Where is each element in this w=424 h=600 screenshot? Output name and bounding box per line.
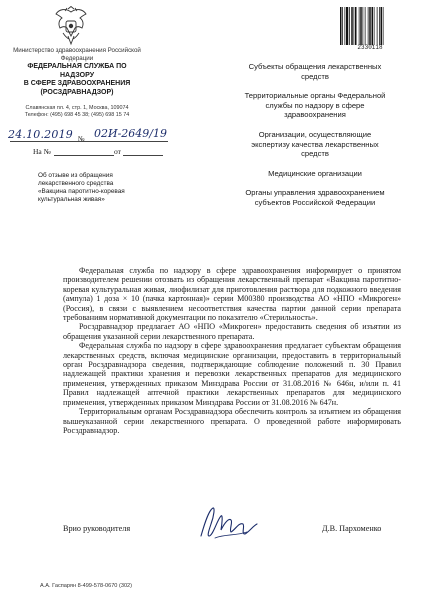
paragraph: Федеральная служба по надзору в сфере здравоохранения предлагает субъектам обращения лекарственных средств, включая медицинские организации, предоставить в территориальный орган Росздравнадзора сведения, подтверждающие соблюдение положений п. 30 Правил надлежащей практики хранения и перевозки лекарственных препаратов для медицинского применения, утвержденных приказом Минздрава России от 31.08.2016 № 646н, и/или п. 41 Правил надлежащей аптечной практики лекарственных препаратов для медицинского применения, утвержденных приказом Минздрава России от 31.08.2016 № 647н.: [63, 341, 401, 407]
barcode-bar: [377, 7, 378, 45]
barcode-bar: [363, 7, 364, 45]
barcode: [339, 6, 401, 46]
executor-info: А.А. Гаспарян 8-499-578-0670 (302): [40, 583, 133, 589]
paragraph: Федеральная служба по надзору в сфере здравоохранения информирует о принятом производителем решении отозвать из обращения лекарственный препарат «Вакцина паротитно-коревая культуральная живая, лиофилизат для приготовления раствора для подкожного введения (ампула) 1 доза × 10 (пачка картонная)» серии М00380 производства АО «НПО «Микроген» (Россия), в связи с выявлением несоответствия качества партии данной серии препарата требованиям нормативной документации по показателю «Стерильность».: [63, 266, 401, 323]
barcode-bar: [340, 7, 342, 45]
recipient: Органы управления здравоохранением субъектов Российской Федерации: [245, 188, 385, 207]
signer-name: Д.В. Пархоменко: [322, 524, 382, 533]
recipient: Медицинские организации: [268, 168, 362, 178]
service-name: ФЕДЕРАЛЬНАЯ СЛУЖБА ПО НАДЗОРУ В СФЕРЕ ЗДРАВООХРАНЕНИЯ (РОСЗДРАВНАДЗОР): [23, 63, 131, 96]
letter-body: [63, 266, 401, 435]
recipient: Территориальные органы Федеральной службы по надзору в сфере здравоохранения: [244, 91, 386, 120]
barcode-bar: [379, 7, 380, 45]
reference-line: [54, 155, 114, 156]
barcode-bar: [355, 7, 357, 45]
subject: Об отзыве из обращения лекарственного средства «Вакцина паротитно-коревая культуральная живая»: [38, 172, 125, 203]
paragraph: Территориальным органам Росздравнадзора обеспечить контроль за изъятием из обращения вышеуказанной серии лекарственного препарата. О проведенной работе информировать Росздравнадзор.: [63, 407, 401, 435]
barcode-bar: [368, 7, 369, 45]
barcode-bar: [346, 7, 348, 45]
coat-of-arms-icon: [54, 6, 88, 46]
barcode-bar: [365, 7, 366, 45]
barcode-bar: [351, 7, 353, 45]
barcode-bar: [381, 7, 383, 45]
number-underline: [88, 141, 168, 142]
handwritten-number: 02И-2649/19: [94, 127, 168, 140]
barcode-bar: [359, 7, 360, 45]
barcode-number: 2330118: [357, 44, 383, 51]
barcode-bar: [374, 7, 375, 45]
barcode-bar: [345, 7, 346, 45]
handwritten-date: 24.10.2019: [8, 128, 73, 141]
recipients-list: [240, 62, 390, 218]
from-label: от: [114, 147, 121, 156]
address: Славянская пл. 4, стр. 1, Москва, 109074 Телефон: (495) 698 45 38; (495) 698 15 74: [24, 105, 130, 118]
signer-position: Врио руководителя: [63, 524, 131, 533]
barcode-bar: [354, 7, 355, 45]
recipient: Субъекты обращения лекарственных средств: [248, 62, 382, 81]
barcode-bar: [360, 7, 362, 45]
paragraph: Росздравнадзор предлагает АО «НПО «Микроген» предоставить сведения об изъятии из обращения указанной серии лекарственного препарата.: [63, 322, 401, 341]
barcode-bar: [369, 7, 371, 45]
barcode-bar: [372, 7, 374, 45]
handwritten-signature: [195, 502, 261, 544]
barcode-bar: [349, 7, 350, 45]
date-underline: [10, 141, 88, 142]
recipient: Организации, осуществляющие экспертизу качества лекарственных средств: [251, 129, 379, 159]
organization-header: [12, 47, 142, 119]
barcode-bar: [383, 7, 384, 45]
ministry-name: Министерство здравоохранения Российской Федерации: [13, 47, 141, 62]
barcode-bar: [342, 7, 343, 45]
reference-label: На №: [33, 147, 51, 156]
number-sign: №: [78, 135, 85, 143]
from-line: [123, 155, 163, 156]
